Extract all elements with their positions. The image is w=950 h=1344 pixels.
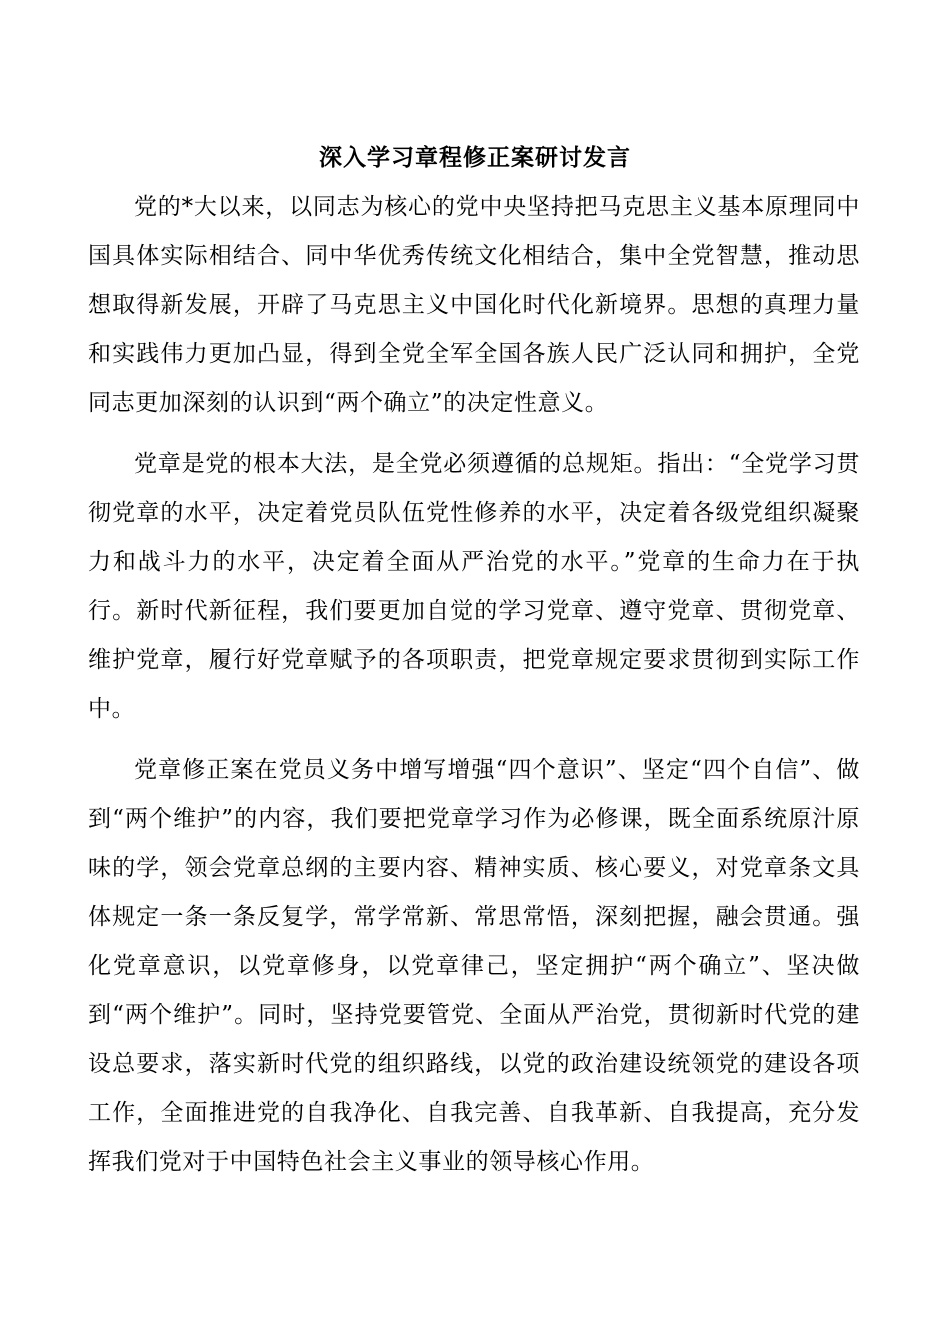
- paragraph-2: 党章是党的根本大法，是全党必须遵循的总规矩。指出：“全党学习贯彻党章的水平，决定着党员队伍党性修养的水平，决定着各级党组织凝聚力和战斗力的水平，决定着全面从严治党的水平。”党章的生命力在于执行。新时代新征程，我们要更加自觉的学习党章、遵守党章、贯彻党章、维护党章，履行好党章赋予的各项职责，把党章规定要求贯彻到实际工作中。: [88, 451, 860, 722]
- paragraph-1: 党的*大以来，以同志为核心的党中央坚持把马克思主义基本原理同中国具体实际相结合、同中华优秀传统文化相结合，集中全党智慧，推动思想取得新发展，开辟了马克思主义中国化时代化新境界。思想的真理力量和实践伟力更加凸显，得到全党全军全国各族人民广泛认同和拥护，全党同志更加深刻的认识到“两个确立”的决定性意义。: [88, 194, 860, 416]
- document-body: [88, 183, 860, 1199]
- paragraph-3: 党章修正案在党员义务中增写增强“四个意识”、坚定“四个自信”、做到“两个维护”的内容，我们要把党章学习作为必修课，既全面系统原汁原味的学，领会党章总纲的主要内容、精神实质、核心要义，对党章条文具体规定一条一条反复学，常学常新、常思常悟，深刻把握，融会贯通。强化党章意识，以党章修身，以党章律己，坚定拥护“两个确立”、坚决做到“两个维护”。同时，坚持党要管党、全面从严治党，贯彻新时代党的建设总要求，落实新时代党的组织路线，以党的政治建设统领党的建设各项工作，全面推进党的自我净化、自我完善、自我革新、自我提高，充分发挥我们党对于中国特色社会主义事业的领导核心作用。: [88, 757, 860, 1175]
- document-title: 深入学习章程修正案研讨发言: [319, 144, 631, 171]
